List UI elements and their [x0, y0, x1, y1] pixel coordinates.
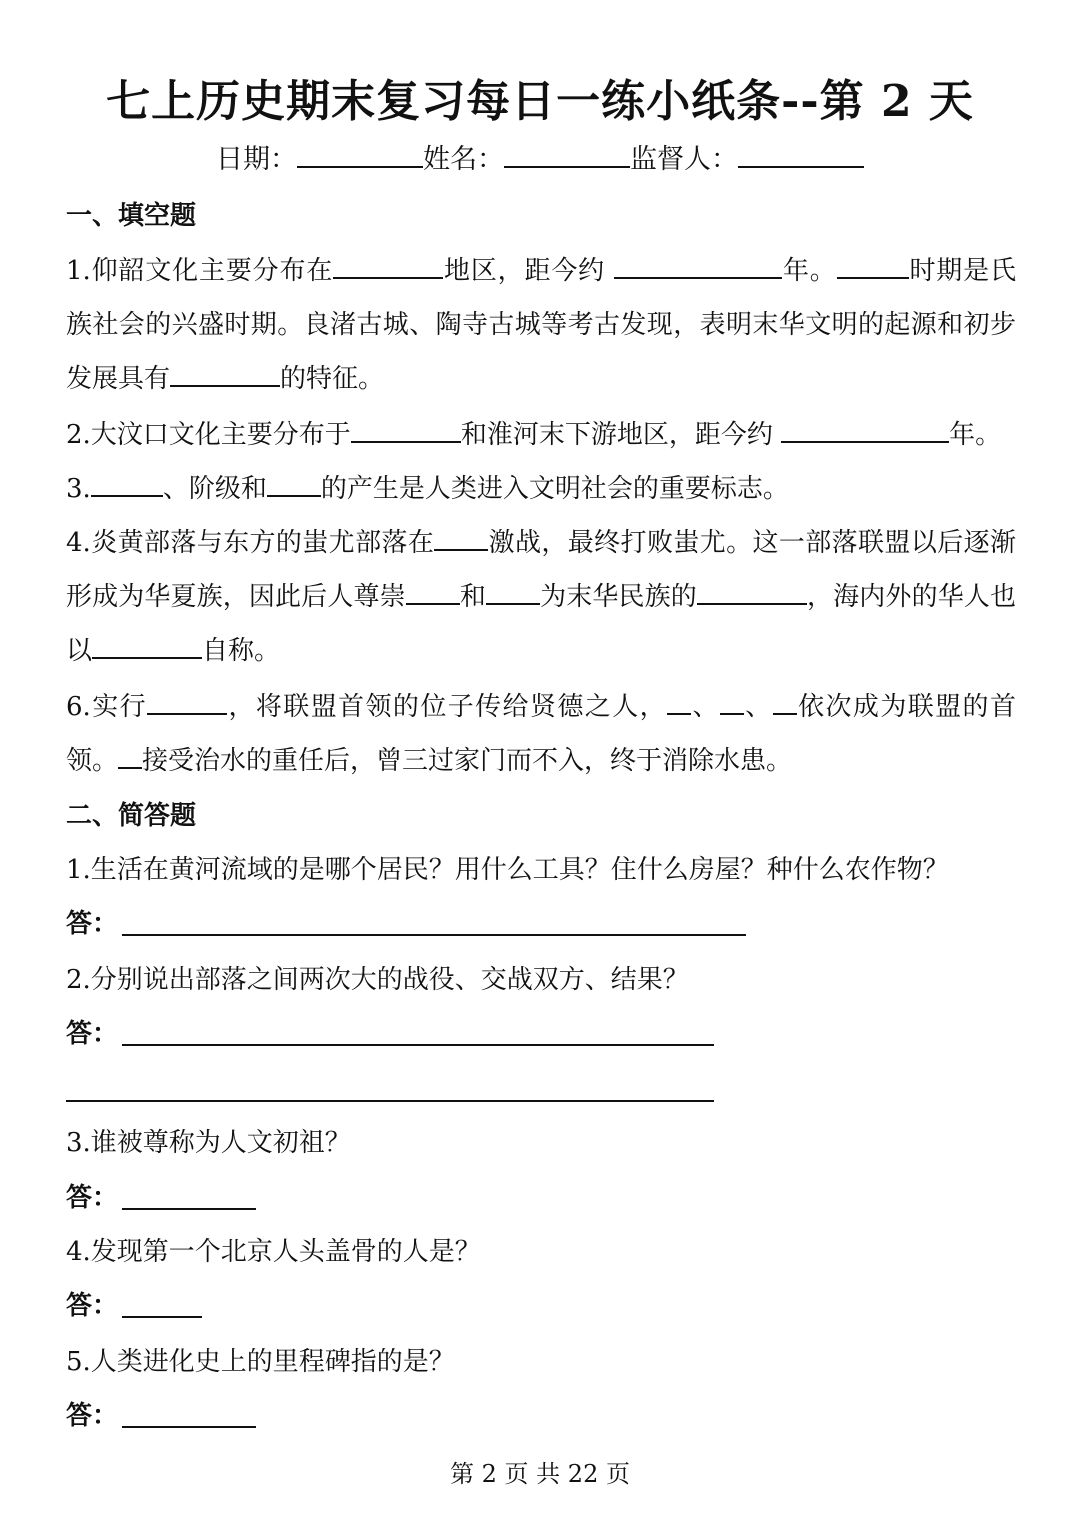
blank[interactable]: [773, 687, 797, 715]
blank[interactable]: [118, 741, 142, 769]
blank[interactable]: [486, 577, 540, 605]
section-short-answer-heading: 二、简答题: [66, 801, 197, 831]
answer-line[interactable]: [122, 1044, 714, 1046]
page-title: 七上历史期末复习每日一练小纸条--第 2 天: [106, 76, 974, 127]
name-label: 姓名：: [423, 144, 504, 175]
fill-question-1: 1.仰韶文化主要分布在 地区，距今约 年。 时期是氏族社会的兴盛时期。良渚古城、陶寺古城等考古发现，表明末华文明的起源和初步发展具有 的特征。: [66, 244, 1016, 406]
answer-label: 答：: [66, 1183, 119, 1213]
answer-line[interactable]: [66, 1100, 714, 1102]
answer-label: 答：: [66, 1291, 119, 1321]
short-question-3: 3.谁被尊称为人文初祖？: [66, 1128, 351, 1158]
date-blank[interactable]: [297, 140, 423, 168]
blank[interactable]: [697, 577, 807, 605]
answer-line[interactable]: [122, 1426, 256, 1428]
supervisor-label: 监督人：: [630, 144, 738, 175]
fill-question-2: 2.大汶口文化主要分布于 和淮河末下游地区，距今约 年。: [66, 408, 1016, 462]
blank[interactable]: [333, 251, 443, 279]
blank[interactable]: [147, 687, 227, 715]
answer-label: 答：: [66, 909, 119, 939]
answer-line[interactable]: [122, 1208, 256, 1210]
answer-line[interactable]: [122, 934, 746, 936]
blank[interactable]: [92, 631, 202, 659]
blank[interactable]: [351, 415, 461, 443]
blank[interactable]: [614, 251, 782, 279]
blank[interactable]: [267, 469, 321, 497]
blank[interactable]: [720, 687, 744, 715]
date-label: 日期：: [216, 144, 297, 175]
blank[interactable]: [434, 523, 488, 551]
fill-question-3: 3. 、阶级和 的产生是人类进入文明社会的重要标志。: [66, 462, 1016, 516]
answer-label: 答：: [66, 1401, 119, 1431]
answer-line[interactable]: [122, 1316, 202, 1318]
blank[interactable]: [837, 251, 909, 279]
supervisor-blank[interactable]: [738, 140, 864, 168]
info-line: [0, 140, 1080, 178]
short-question-2: 2.分别说出部落之间两次大的战役、交战双方、结果？: [66, 965, 689, 995]
section-fill-in-heading: 一、填空题: [66, 201, 197, 231]
fill-question-6: 6.实行 ，将联盟首领的位子传给贤德之人， 、 、 依次成为联盟的首领。 接受治水的重任后，曾三过家门而不入，终于消除水患。: [66, 680, 1016, 788]
blank[interactable]: [781, 415, 949, 443]
short-question-1: 1.生活在黄河流域的是哪个居民？用什么工具？住什么房屋？种什么农作物？: [66, 855, 949, 885]
short-question-5: 5.人类进化史上的里程碑指的是？: [66, 1347, 455, 1377]
blank[interactable]: [170, 359, 280, 387]
blank[interactable]: [91, 469, 163, 497]
blank[interactable]: [406, 577, 460, 605]
name-blank[interactable]: [504, 140, 630, 168]
answer-label: 答：: [66, 1019, 119, 1049]
short-question-4: 4.发现第一个北京人头盖骨的人是？: [66, 1237, 481, 1267]
fill-question-4: 4.炎黄部落与东方的蚩尤部落在 激战，最终打败蚩尤。这一部落联盟以后逐渐形成为华夏族，因此后人尊崇 和 为末华民族的 ，海内外的华人也以 自称。: [66, 516, 1016, 678]
blank[interactable]: [667, 687, 691, 715]
page-footer: 第 2 页 共 22 页: [450, 1460, 630, 1488]
